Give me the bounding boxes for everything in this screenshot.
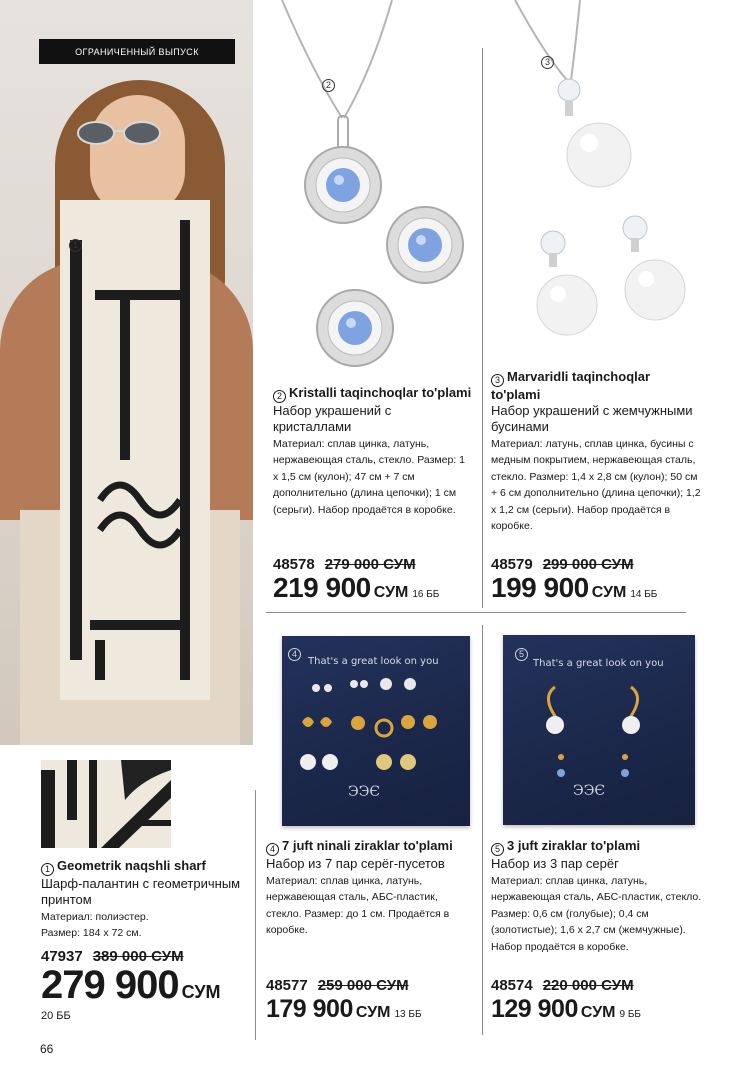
product-marker-1: 1	[69, 239, 82, 252]
earring-top	[387, 207, 463, 283]
scarf-pattern	[60, 200, 210, 700]
divider-horizontal	[266, 612, 686, 613]
limited-edition-text: ОГРАНИЧЕННЫЙ ВЫПУСК	[75, 46, 199, 57]
product-4-old-price: 259 000 СУМ	[317, 977, 409, 994]
limited-edition-label	[39, 39, 235, 64]
product-4-bb: 13 ББ	[394, 1009, 422, 1020]
product-5-currency: СУМ	[580, 1004, 616, 1021]
stud-earrings-icon	[282, 636, 470, 826]
product-2-spec: Материал: сплав цинка, латунь, нержавеющая сталь, стекло. Размер: 1 х 1,5 см (кулон); 47 см + 7 см дополнительно (длина цепочки); 1 см (серьги). Набор продаётся в коробке.	[273, 437, 465, 516]
product-1-old-price: 389 000 СУМ	[92, 948, 184, 965]
product-5-index: 5	[491, 843, 504, 856]
product-3-info	[491, 369, 701, 535]
product-marker-3: 3	[541, 56, 554, 69]
product-4-new-price	[266, 995, 422, 1024]
product-marker-4: 4	[288, 648, 301, 661]
product-4-spec: Материал: сплав цинка, латунь, нержавеющая сталь, АБС-пластик, стекло. Размер: до 1 см. Продаётся в коробке.	[266, 874, 450, 936]
product-marker-2: 2	[322, 79, 335, 92]
divider-vertical-left	[255, 790, 256, 1040]
product-5-info	[491, 838, 706, 955]
product-1-desc: Шарф-палантин с геометричным принтом	[41, 875, 241, 907]
svg-text:ЭЭЄ: ЭЭЄ	[348, 784, 381, 800]
product-2-bb: 16 ББ	[412, 589, 440, 600]
product-4-info	[266, 838, 471, 939]
divider-vertical-bottom	[482, 625, 483, 1035]
product-2-code: 48578	[273, 556, 315, 573]
product-2-old-price: 279 000 СУМ	[324, 556, 416, 573]
product-3-currency: СУМ	[591, 584, 627, 601]
product-marker-5: 5	[515, 648, 528, 661]
hoop-pearl-earrings-icon	[503, 635, 695, 825]
product-1-new-price	[41, 963, 221, 1008]
product-2-desc: Набор украшений с кристаллами	[273, 402, 392, 434]
three-earrings-card	[503, 635, 695, 825]
product-5-code: 48574	[491, 977, 533, 994]
product-2-info	[273, 385, 473, 518]
product-4-price-row	[266, 977, 409, 995]
product-1-price-value: 279 900	[41, 963, 179, 1007]
product-3-name: 3 Marvaridli taqinchoqlar to'plami	[491, 369, 651, 402]
divider-vertical-top	[482, 48, 483, 608]
product-4-price-value: 179 900	[266, 995, 353, 1023]
pendant	[305, 147, 381, 223]
product-1-info	[41, 858, 246, 942]
product-5-spec: Материал: сплав цинка, латунь, нержавеющая сталь, АБС-пластик, стекло. Размер: 0,6 см (голубые); 0,4 см (золотистые); 1,6 х 2,7 см (жемчужные). Набор продаётся в коробке.	[491, 874, 702, 953]
product-1-currency: СУМ	[181, 982, 221, 1002]
product-4-name: 4 7 juft ninali ziraklar to'plami	[266, 838, 471, 856]
card-5-tagline: That's a great look on you	[533, 658, 664, 669]
product-2-price-value: 219 900	[273, 572, 371, 603]
product-1-spec-material: Материал: полиэстер.	[41, 910, 149, 923]
product-3-desc: Набор украшений с жемчужными бусинами	[491, 402, 693, 434]
product-5-price-row	[491, 977, 634, 995]
model-face	[90, 95, 185, 215]
crystal-jewelry-image	[262, 0, 482, 370]
pearl-jewelry-image	[495, 0, 705, 355]
product-3-code: 48579	[491, 556, 533, 573]
product-1-index: 1	[41, 863, 54, 876]
product-3-bb: 14 ББ	[630, 589, 658, 600]
product-1-name: 1 Geometrik naqshli sharf	[41, 858, 246, 876]
model-photo	[0, 0, 253, 745]
product-5-new-price	[491, 995, 641, 1024]
product-3-spec: Материал: латунь, сплав цинка, бусины с медным покрытием, нержавеющая сталь, стекло. Размер: 1,4 х 2,8 см (кулон); 50 см + 6 см дополнительно (длина цепочки); 1,2 х 1,2 см (серьги). Набор продаётся в коробке.	[491, 437, 701, 532]
product-5-bb: 9 ББ	[619, 1009, 641, 1020]
product-1-code: 47937	[41, 948, 83, 965]
earring-bottom	[317, 290, 393, 366]
product-2-index: 2	[273, 390, 286, 403]
sunglasses-icon	[70, 120, 170, 146]
product-2-currency: СУМ	[373, 584, 409, 601]
product-5-price-value: 129 900	[491, 995, 578, 1023]
product-1-bb: 20 ББ	[41, 1010, 71, 1022]
product-3-price-value: 199 900	[491, 572, 589, 603]
product-5-name: 5 3 juft ziraklar to'plami	[491, 838, 706, 856]
product-2-new-price	[273, 572, 439, 604]
product-4-index: 4	[266, 843, 279, 856]
card-4-tagline: That's a great look on you	[308, 656, 439, 667]
page-number: 66	[40, 1042, 54, 1056]
product-3-index: 3	[491, 374, 504, 387]
product-2-name: 2 Kristalli taqinchoqlar to'plami	[273, 385, 473, 403]
product-4-code: 48577	[266, 977, 308, 994]
svg-text:ЭЭЄ: ЭЭЄ	[573, 783, 606, 799]
product-1-spec-size: Размер: 184 х 72 см.	[41, 927, 142, 939]
product-5-old-price: 220 000 СУМ	[542, 977, 634, 994]
scarf-thumbnail	[41, 760, 171, 848]
product-5-desc: Набор из 3 пар серёг	[491, 855, 619, 871]
product-3-old-price: 299 000 СУМ	[542, 556, 634, 573]
product-4-desc: Набор из 7 пар серёг-пусетов	[266, 855, 445, 871]
stud-earrings-card	[282, 636, 470, 826]
product-3-new-price	[491, 572, 657, 604]
product-4-currency: СУМ	[355, 1004, 391, 1021]
